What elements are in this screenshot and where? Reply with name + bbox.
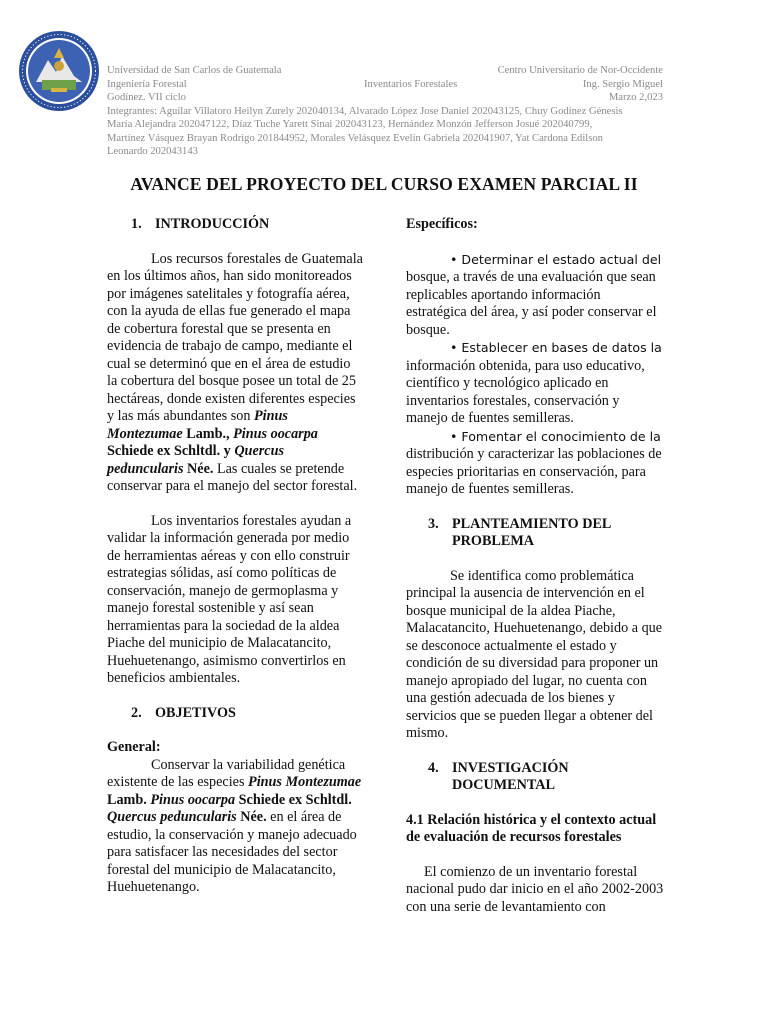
left-column <box>107 216 363 897</box>
subsection-4-1-title: 4.1 Relación histórica y el contexto actual de evaluación de recursos forestales <box>406 811 657 845</box>
section-4-number: 4. <box>428 759 439 776</box>
section-3-number: 3. <box>428 515 439 532</box>
section-1-heading <box>107 216 363 234</box>
section-2-number: 2. <box>131 704 142 721</box>
header-members-4: Leonardo 202043143 <box>107 146 198 157</box>
intro-paragraph-1: Los recursos forestales de Guatemala en los últimos años, han sido monitoreados por imágenes satelitales y fotografía aérea, con la ayuda de ellas fue generado el mapa de cobertura forestal que se presenta en evidencia de trabajo de campo, mediante el cual se determinó que en el área de estudio la cobertura del bosque posee un total de 25 hectáreas, donde existen diferentes especies y las más abundantes son Pinus Montezumae Lamb., Pinus oocarpa Schiede ex Schltdl. y Quercus peduncularis Née. Las cuales se pretende conservar para el manejo del sector forestal. <box>107 250 363 494</box>
right-column <box>406 216 664 916</box>
header-teacher-last: Godínez. VII ciclo <box>107 92 186 103</box>
section-4-title: INVESTIGACIÓN DOCUMENTAL <box>452 759 569 793</box>
university-seal-logo <box>18 30 100 112</box>
header-date: Marzo 2,023 <box>608 92 663 103</box>
section-4-heading <box>406 760 664 795</box>
intro-paragraph-2: Los inventarios forestales ayudan a validar la información generada por medio de herramientas aéreas y con ello construir estrategias sólidas, así como políticas de conservación, manejo de germoplasma y manejo forestal sostenible y así sean herramientas para la sociedad de la aldea Piache del municipio de Malacatancito, Huehuetenango, asimismo convertirlos en beneficios ambientales. <box>107 512 352 686</box>
section-3-heading <box>406 516 664 551</box>
document-header <box>107 64 663 159</box>
specific-objective-1: • Determinar el estado actual del bosque, a través de una evaluación que sean replicables aportando información estratégica del área, y así poder conservar el bosque. <box>406 251 662 338</box>
specific-label: Específicos: <box>406 216 478 232</box>
header-center: Centro Universitario de Nor-Occidente <box>497 65 663 76</box>
header-university: Universidad de San Carlos de Guatemala <box>107 65 282 76</box>
header-members-3: Martínez Vásquez Brayan Rodrigo 201844952, Morales Velásquez Evelin Gabriela 202041907, Yat Cardona Edilson <box>107 132 603 144</box>
documental-paragraph: El comienzo de un inventario forestal nacional pudo dar inicio en el año 2002-2003 con una serie de levantamiento con <box>406 863 664 915</box>
header-teacher: Ing. Sergio Miguel <box>582 78 663 90</box>
section-2-heading <box>107 705 363 723</box>
section-1-number: 1. <box>131 216 142 232</box>
problem-paragraph: Se identifica como problemática principal la ausencia de intervención en el bosque municipal de la aldea Piache, Malacatancito, Huehuetenango, debido a que se desconoce actualmente el estado y condición de su diversidad para proponer un manejo apropiado del lugar, no cuenta con una gestión adecuada de los bienes y servicios que se pueden llegar a obtener del mismo. <box>406 567 663 741</box>
header-members-2: María Alejandra 202047122, Díaz Tuche Yarett Sinai 202043123, Hernández Monzón Jefferson Josué 202040799, <box>107 119 593 130</box>
document-title: AVANCE DEL PROYECTO DEL CURSO EXAMEN PARCIAL II <box>130 174 638 194</box>
header-members-1: Integrantes: Aguilar Villatoro Heilyn Zurely 202040134, Alvarado López Jose Daniel 202043125, Chuy Godínez Génesis <box>107 105 623 117</box>
specific-objective-3: • Fomentar el conocimiento de la distribución y caracterizar las poblaciones de especies prioritarias en conservación, para manejo de fuentes semilleras. <box>406 428 662 497</box>
header-career: Ingeniería Forestal <box>107 78 187 90</box>
section-2-title: OBJETIVOS <box>155 704 236 721</box>
header-course: Inventarios Forestales <box>364 78 458 90</box>
general-label: General: <box>107 739 161 755</box>
section-3-title: PLANTEAMIENTO DEL PROBLEMA <box>452 515 611 549</box>
section-1-title: INTRODUCCIÓN <box>155 216 270 232</box>
specific-objective-2: • Establecer en bases de datos la información obtenida, para uso educativo, científico y tecnológico aplicado en inventarios forestales, conservación y manejo de fuentes semilleras. <box>406 340 662 426</box>
general-objective: Conservar la variabilidad genética existente de las especies Pinus Montezumae Lamb. Pinus oocarpa Schiede ex Schltdl. Quercus peduncularis Née. en el área de estudio, la conservación y manejo adecuado para satisfacer las necesidades del sector forestal del municipio de Malacatancito, Huehuetenango. <box>107 756 362 895</box>
